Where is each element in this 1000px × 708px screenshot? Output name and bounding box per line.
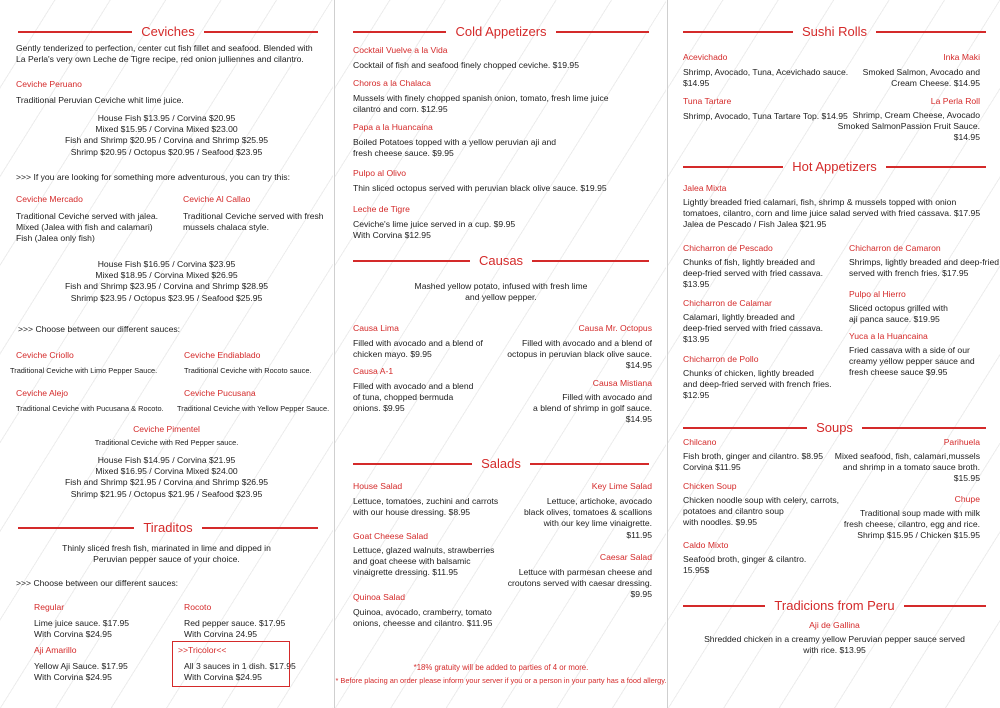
item-name: Causa A-1 (353, 366, 394, 376)
section-title: Cold Appetizers (455, 24, 547, 39)
item-desc: Traditional Peruvian Ceviche whit lime juice. (16, 95, 184, 105)
panel-sushi-hot-soups (667, 0, 1000, 708)
item-desc: Sliced octopus grilled with aji panca sauce. $19.95 (849, 303, 948, 325)
item-desc: Yellow Aji Sauce. $17.95 With Corvina $24.95 (34, 661, 128, 683)
item-name: Causa Mr. Octopus (578, 323, 652, 333)
item-desc: Quinoa, avocado, cramberry, tomato onions, cheesse and cilantro. $11.95 (353, 607, 493, 629)
item-desc: Shrimp, Avocado, Tuna, Acevichado sauce. $14.95 (683, 67, 849, 89)
item-name: Papa a la Huancaina (353, 122, 433, 132)
section-title: Sushi Rolls (801, 24, 868, 39)
item-desc: Traditional Ceviche with Yellow Pepper Sauce. (177, 404, 330, 413)
item-name: Chilcano (683, 437, 717, 447)
item-name: >>Tricolor<< (178, 645, 227, 655)
item-name: Choros a la Chalaca (353, 78, 431, 88)
tiraditos-header (18, 520, 318, 535)
item-name: Chupe (954, 494, 980, 504)
item-desc: Fish broth, ginger and cilantro. $8.95 Corvina $11.95 (683, 451, 823, 473)
item-name: Aji de Gallina (809, 620, 860, 630)
tradicions-header (683, 598, 986, 613)
note-line: >>> Choose between our different sauces: (16, 578, 179, 588)
section-title: Salads (481, 456, 521, 471)
item-desc: Chicken noodle soup with celery, carrots, potatoes and cilantro soup with noodles. $9.95 (683, 495, 840, 528)
cold-header (353, 24, 649, 39)
item-name: Causa Mistiana (592, 378, 652, 388)
price-list: House Fish $14.95 / Corvina $21.95 Mixed $16.95 / Corvina Mixed $24.00 Fish and Shrimp $21.95 / Corvina and Shrimp $26.95 Shrimp $21.95 / Octopus $21.95 / Seafood $23.95 (64, 455, 269, 499)
section-title: Tiraditos (143, 520, 193, 535)
item-desc: Lime juice sauce. $17.95 With Corvina $24.95 (34, 618, 130, 640)
item-name: Regular (34, 602, 65, 612)
item-desc: Shredded chicken in a creamy yellow Peruvian pepper sauce served with rice. $13.95 (704, 634, 965, 656)
item-desc: Lettuce with parmesan cheese and croutons served with caesar dressing. $9.95 (507, 567, 652, 600)
item-desc: Traditional Ceviche with Pucusana & Rocoto. (16, 404, 164, 413)
ceviches-intro: Gently tenderized to perfection, center cut fish fillet and seafood. Blended with La Perla's very own Leche de Tigre recipe, red onion julliennes and cilantro. (16, 43, 313, 65)
item-name: Goat Cheese Salad (353, 531, 429, 541)
item-desc: Filled with avocado and a blend of shrimp in golf sauce. $14.95 (533, 392, 652, 425)
item-desc: Lettuce, tomatoes, zuchini and carrots with our house dressing. $8.95 (353, 496, 499, 518)
panel-appetizers (334, 0, 666, 708)
item-desc: Shrimp, Cream Cheese, Avocado Smoked SalmonPassion Fruit Sauce. $14.95 (837, 110, 980, 143)
item-name: Leche de Tigre (353, 204, 410, 214)
item-desc: Mixed seafood, fish, calamari,mussels and shrimp in a tomato sauce broth. $15.95 (834, 451, 980, 484)
tiraditos-intro: Thinly sliced fresh fish, marinated in lime and dipped in Peruvian pepper sauce of your choice. (62, 543, 271, 565)
item-name: Yuca a la Huancaina (849, 331, 928, 341)
causas-header (353, 253, 649, 268)
item-name: Chicharron de Pollo (683, 354, 759, 364)
item-desc: Cocktail of fish and seafood finely chopped ceviche. $19.95 (353, 60, 579, 70)
item-name: Parihuela (943, 437, 980, 447)
item-desc: Boiled Potatoes topped with a yellow peruvian aji and fresh cheese sauce. $9.95 (353, 137, 557, 159)
salads-header (353, 456, 649, 471)
item-name: Ceviche Criollo (16, 350, 74, 360)
price-list: House Fish $16.95 / Corvina $23.95 Mixed $18.95 / Corvina Mixed $26.95 Fish and Shrimp $23.95 / Corvina and Shrimp $28.95 Shrimp $23.95 / Octopus $23.95 / Seafood $25.95 (64, 259, 269, 303)
item-desc: Fried cassava with a side of our creamy yellow pepper sauce and fresh cheese sauce $9.95 (849, 345, 975, 378)
note-line: >>> Choose between our different sauces: (18, 324, 181, 334)
item-name: Quinoa Salad (353, 592, 406, 602)
section-title: Causas (478, 253, 524, 268)
item-desc: Seafood broth, ginger & cilantro. 15.95$ (683, 554, 807, 576)
note-line: >>> If you are looking for something more adventurous, you can try this: (16, 172, 290, 182)
item-name: Chicharron de Pescado (683, 243, 773, 253)
item-name: Rocoto (184, 602, 212, 612)
item-desc: Filled with avocado and a blend of chicken mayo. $9.95 (353, 338, 483, 360)
item-name: Pulpo al Hierro (849, 289, 906, 299)
item-name: Caesar Salad (599, 552, 652, 562)
item-desc: Thin sliced octopus served with peruvian black olive sauce. $19.95 (353, 183, 607, 193)
item-desc: Chunks of chicken, lightly breaded and deep-fried served with french fries. $12.95 (683, 368, 832, 401)
hot-header (683, 159, 986, 174)
item-desc: Lightly breaded fried calamari, fish, shrimp & mussels topped with onion tomatoes, cilantro, corn and lime juice salad served with fried cassava. $17.95 Jalea de Pescado / Fish Jalea $21.95 (683, 197, 981, 230)
item-desc: Smoked Salmon, Avocado and Cream Cheese. $14.95 (862, 67, 980, 89)
item-desc: Shrimps, lightly breaded and deep-fried served with french fries. $17.95 (849, 257, 1000, 279)
item-desc: Mussels with finely chopped spanish onion, tomato, fresh lime juice cilantro and corn. $12.95 (353, 93, 609, 115)
section-title: Soups (816, 420, 853, 435)
item-desc: Traditional Ceviche with Limo Pepper Sauce. (10, 366, 158, 375)
item-desc: Lettuce, glazed walnuts, strawberries and goat cheese with balsamic vinaigrette dressing. $11.95 (353, 545, 495, 578)
item-name: Ceviche Pimentel (133, 424, 200, 434)
item-name: Acevichado (683, 52, 728, 62)
item-desc: Ceviche's lime juice served in a cup. $9.95 With Corvina $12.95 (353, 219, 516, 241)
item-name: Aji Amarillo (34, 645, 77, 655)
item-desc: Shrimp, Avocado, Tuna Tartare Top. $14.95 (683, 111, 848, 121)
gratuity-note: *18% gratuity will be added to parties of 4 or more. (413, 663, 589, 672)
item-desc: Traditional Ceviche with Red Pepper sauce. (94, 438, 239, 447)
section-title: Tradicions from Peru (774, 598, 895, 613)
soups-header (683, 420, 986, 435)
item-name: Ceviche Pucusana (184, 388, 256, 398)
item-name: Jalea Mixta (683, 183, 727, 193)
sushi-header (683, 24, 986, 39)
item-desc: Lettuce, artichoke, avocado black olives, tomatoes & scallions with our key lime vinaigrette. $11.95 (523, 496, 652, 540)
section-title: Hot Appetizers (792, 159, 877, 174)
item-name: Ceviche Peruano (16, 79, 82, 89)
item-name: House Salad (353, 481, 403, 491)
tricolor-frame (172, 641, 290, 687)
causas-intro: Mashed yellow potato, infused with fresh lime and yellow pepper. (414, 281, 588, 303)
item-name: Chicharron de Calamar (683, 298, 772, 308)
item-name: Ceviche Mercado (16, 194, 83, 204)
item-desc: Traditional Ceviche served with jalea. Mixed (Jalea with fish and calamari) Fish (Jalea only fish) (16, 211, 159, 244)
item-name: Chicken Soup (683, 481, 737, 491)
item-name: Causa Lima (353, 323, 399, 333)
ceviches-header (18, 24, 318, 39)
item-desc: All 3 sauces in 1 dish. $17.95 With Corvina $24.95 (184, 661, 296, 683)
item-name: Pulpo al Olivo (353, 168, 407, 178)
item-desc: Traditional soup made with milk fresh cheese, cilantro, egg and rice. Shrimp $15.95 / Chicken $15.95 (843, 508, 980, 541)
item-name: Inka Maki (943, 52, 980, 62)
item-name: Tuna Tartare (683, 96, 732, 106)
item-name: Cocktail Vuelve a la Vida (353, 45, 448, 55)
price-list: House Fish $13.95 / Corvina $20.95 Mixed $15.95 / Corvina Mixed $23.00 Fish and Shrimp $20.95 / Corvina and Shrimp $25.95 Shrimp $20.95 / Octopus $20.95 / Seafood $23.95 (64, 113, 269, 157)
item-name: Chicharron de Camaron (849, 243, 941, 253)
item-desc: Filled with avocado and a blend of octopus in peruvian black olive sauce. $14.95 (507, 338, 652, 371)
item-name: La Perla Roll (930, 96, 980, 106)
item-desc: Traditional Ceviche served with fresh mussels chalaca style. (183, 211, 324, 233)
item-name: Ceviche Endiablado (184, 350, 261, 360)
allergy-note: * Before placing an order please inform your server if you or a person in your party has a food allergy. (335, 676, 666, 685)
item-name: Ceviche Al Callao (183, 194, 251, 204)
panel-ceviches (0, 0, 333, 708)
item-desc: Traditional Ceviche with Rocoto sauce. (184, 366, 312, 375)
item-name: Ceviche Alejo (16, 388, 69, 398)
item-name: Caldo Mixto (683, 540, 729, 550)
item-name: Key Lime Salad (591, 481, 652, 491)
item-desc: Red pepper sauce. $17.95 With Corvina 24.95 (184, 618, 286, 640)
section-title: Ceviches (141, 24, 195, 39)
item-desc: Chunks of fish, lightly breaded and deep-fried served with fried cassava. $13.95 (683, 257, 823, 290)
item-desc: Calamari, lightly breaded and deep-fried served with fried cassava. $13.95 (683, 312, 823, 345)
item-desc: Filled with avocado and a blend of tuna, chopped bermuda onions. $9.95 (353, 381, 474, 414)
